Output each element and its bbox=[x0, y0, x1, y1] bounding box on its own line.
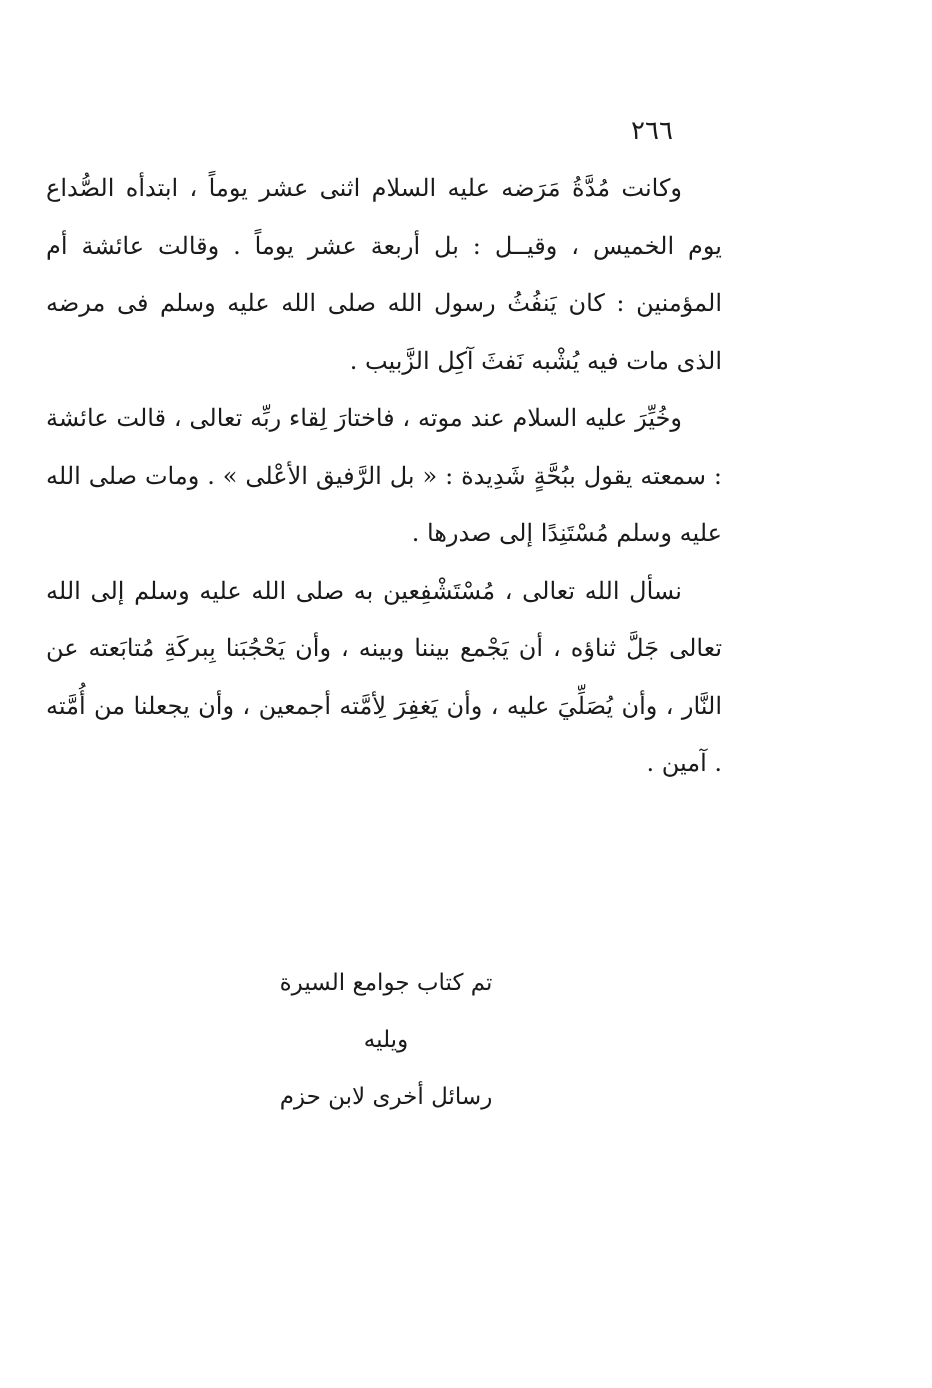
paragraph-illness: وكانت مُدَّةُ مَرَضه عليه السلام اثنى عشر يوماً ، ابتدأه الصُّداع يوم الخميس ، وقيــل : بل أربعة عشر يوماً . وقالت عائشة أم المؤمنين : كان يَنفُثُ رسول الله صلى الله عليه وسلم فى مرضه الذى مات فيه يُشْبه نَفثَ آكِل الزَّبيب . bbox=[46, 174, 722, 375]
paragraph-death: وخُيِّرَ عليه السلام عند موته ، فاختارَ لِقاء ربِّه تعالى ، قالت عائشة : سمعته يقول ببُحَّةٍ شَدِيدة : « بل الرَّفيق الأعْلى » . ومات صلى الله عليه وسلم مُسْتَنِدًا إلى صدرها . bbox=[46, 404, 722, 547]
colophon-followed-by: ويليه bbox=[363, 1027, 409, 1053]
colophon-end-of-book: تم كتاب جوامع السيرة bbox=[279, 970, 493, 996]
body-text bbox=[46, 160, 722, 793]
page-number: ٢٦٦ bbox=[631, 116, 673, 146]
colophon-next-title: رسائل أخرى لابن حزم bbox=[279, 1084, 493, 1110]
paragraph-prayer: نسأل الله تعالى ، مُسْتَشْفِعين به صلى الله عليه وسلم إلى الله تعالى جَلَّ ثناؤه ، أن يَجْمع بيننا وبينه ، وأن يَحْجُبَنا بِبركَةِ مُتابَعته عن النَّار ، وأن يُصَلِّيَ عليه ، وأن يَغفِرَ لِأمَّته أجمعين ، وأن يجعلنا من أُمَّته . آمين . bbox=[46, 576, 722, 777]
colophon bbox=[236, 955, 536, 1126]
